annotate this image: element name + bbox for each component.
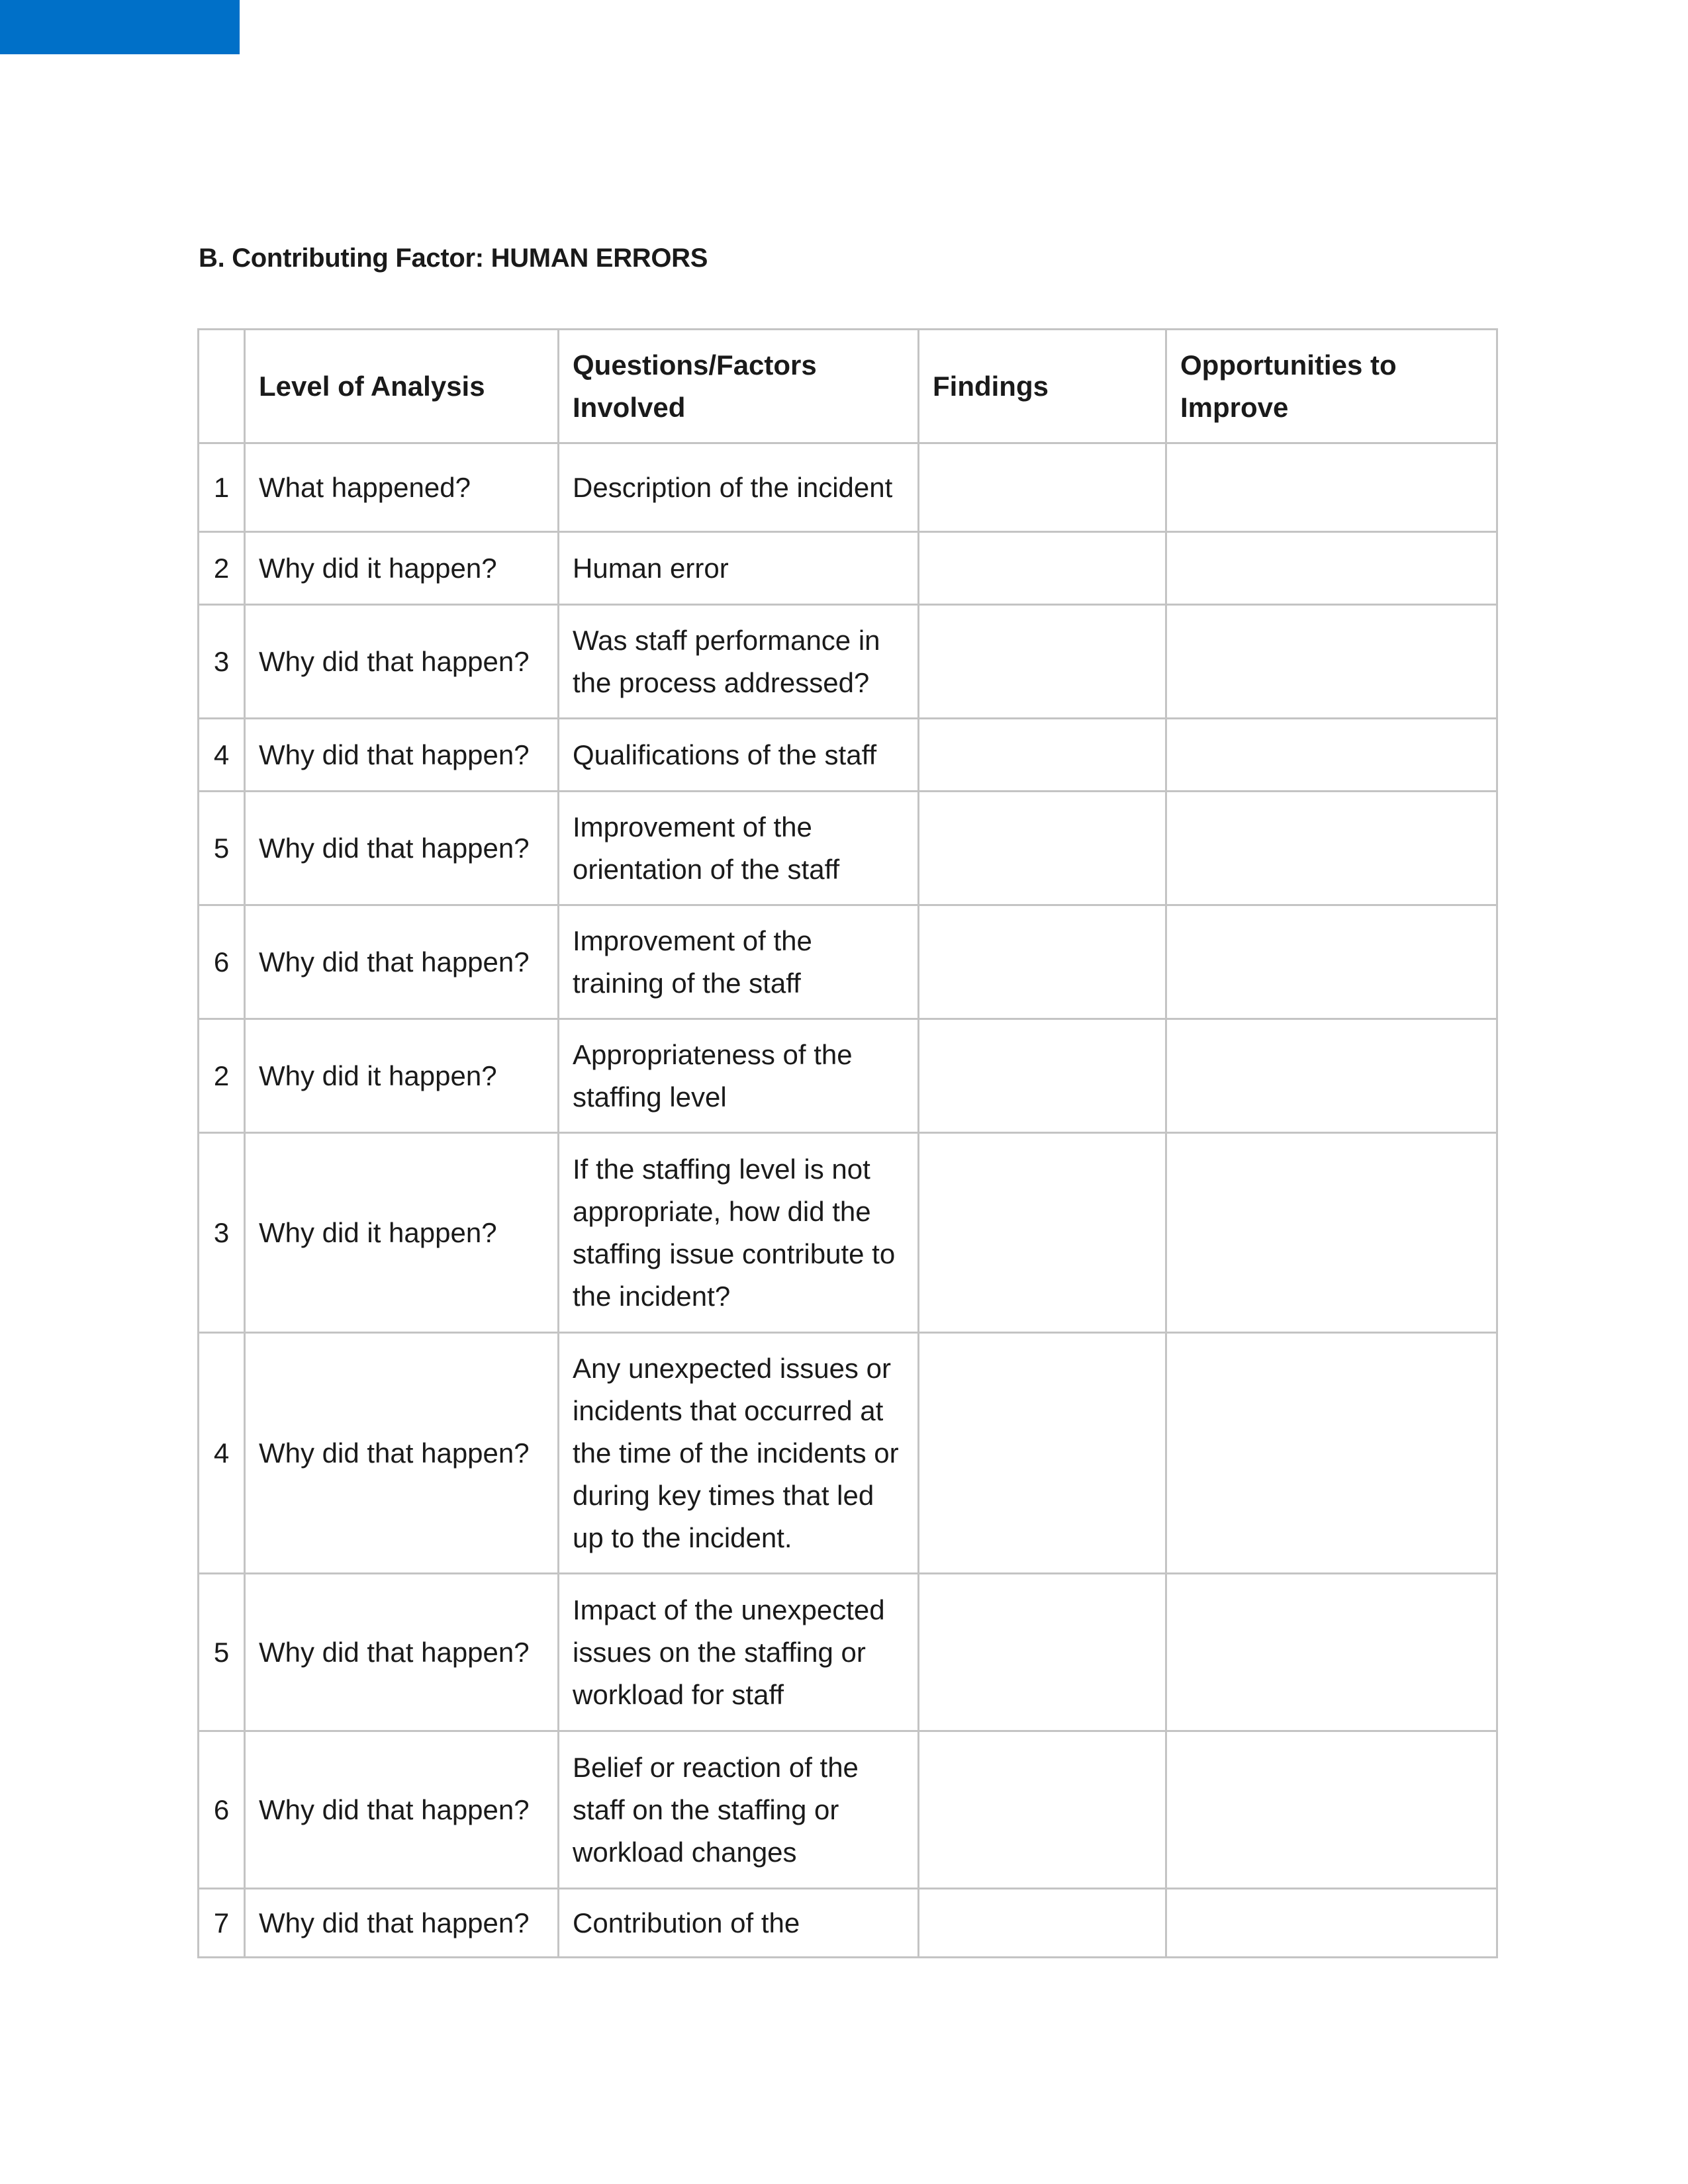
table-row (199, 1889, 1497, 1958)
row-number: 5 (199, 1574, 245, 1731)
row-question: Contribution of the (559, 1889, 919, 1958)
header-level-of-analysis: Level of Analysis (245, 330, 559, 443)
row-findings-cell[interactable] (919, 1889, 1166, 1958)
table-row (199, 1574, 1497, 1731)
table-row (199, 1019, 1497, 1133)
row-level: Why did that happen? (245, 792, 559, 905)
row-findings-cell[interactable] (919, 605, 1166, 719)
row-number: 6 (199, 905, 245, 1019)
header-findings: Findings (919, 330, 1166, 443)
row-number: 3 (199, 605, 245, 719)
row-opportunities-cell[interactable] (1166, 1889, 1497, 1958)
row-findings-cell[interactable] (919, 1574, 1166, 1731)
row-findings-cell[interactable] (919, 905, 1166, 1019)
row-opportunities-cell[interactable] (1166, 719, 1497, 792)
table-row (199, 1133, 1497, 1333)
row-level: Why did it happen? (245, 1133, 559, 1333)
row-opportunities-cell[interactable] (1166, 1333, 1497, 1574)
row-number: 4 (199, 1333, 245, 1574)
row-question: If the staffing level is not appropriate, how did the staffing issue contribute to the incident? (559, 1133, 919, 1333)
row-question: Impact of the unexpected issues on the staffing or workload for staff (559, 1574, 919, 1731)
row-question: Any unexpected issues or incidents that occurred at the time of the incidents or during key times that led up to the incident. (559, 1333, 919, 1574)
analysis-table (197, 328, 1498, 1958)
row-question: Human error (559, 532, 919, 605)
row-opportunities-cell[interactable] (1166, 1731, 1497, 1889)
row-number: 7 (199, 1889, 245, 1958)
row-number: 6 (199, 1731, 245, 1889)
row-opportunities-cell[interactable] (1166, 532, 1497, 605)
row-opportunities-cell[interactable] (1166, 443, 1497, 532)
row-opportunities-cell[interactable] (1166, 1574, 1497, 1731)
row-findings-cell[interactable] (919, 1333, 1166, 1574)
row-level: Why did that happen? (245, 1889, 559, 1958)
row-number: 4 (199, 719, 245, 792)
row-number: 3 (199, 1133, 245, 1333)
row-findings-cell[interactable] (919, 443, 1166, 532)
row-opportunities-cell[interactable] (1166, 792, 1497, 905)
row-number: 2 (199, 532, 245, 605)
row-findings-cell[interactable] (919, 1133, 1166, 1333)
row-level: Why did that happen? (245, 719, 559, 792)
row-question: Improvement of the orientation of the staff (559, 792, 919, 905)
table-row (199, 905, 1497, 1019)
row-level: Why did that happen? (245, 1731, 559, 1889)
table-row (199, 443, 1497, 532)
row-level: Why did that happen? (245, 1574, 559, 1731)
table-row (199, 605, 1497, 719)
row-opportunities-cell[interactable] (1166, 905, 1497, 1019)
row-findings-cell[interactable] (919, 1731, 1166, 1889)
row-question: Belief or reaction of the staff on the staffing or workload changes (559, 1731, 919, 1889)
row-findings-cell[interactable] (919, 792, 1166, 905)
table-row (199, 532, 1497, 605)
row-level: Why did that happen? (245, 605, 559, 719)
row-opportunities-cell[interactable] (1166, 1133, 1497, 1333)
row-question: Improvement of the training of the staff (559, 905, 919, 1019)
row-level: Why did that happen? (245, 1333, 559, 1574)
row-findings-cell[interactable] (919, 719, 1166, 792)
header-opportunities: Opportunities to Improve (1166, 330, 1497, 443)
row-question: Description of the incident (559, 443, 919, 532)
table-row (199, 792, 1497, 905)
header-accent-bar (0, 0, 240, 54)
table-row (199, 719, 1497, 792)
table-row (199, 1731, 1497, 1889)
section-title: B. Contributing Factor: HUMAN ERRORS (199, 244, 708, 273)
row-level: Why did it happen? (245, 532, 559, 605)
row-level: Why did that happen? (245, 905, 559, 1019)
header-number (199, 330, 245, 443)
table-row (199, 1333, 1497, 1574)
row-question: Appropriateness of the staffing level (559, 1019, 919, 1133)
row-number: 1 (199, 443, 245, 532)
row-level: What happened? (245, 443, 559, 532)
row-findings-cell[interactable] (919, 1019, 1166, 1133)
row-question: Was staff performance in the process addressed? (559, 605, 919, 719)
row-findings-cell[interactable] (919, 532, 1166, 605)
row-question: Qualifications of the staff (559, 719, 919, 792)
table-header-row (199, 330, 1497, 443)
row-number: 5 (199, 792, 245, 905)
row-opportunities-cell[interactable] (1166, 605, 1497, 719)
header-questions-factors: Questions/Factors Involved (559, 330, 919, 443)
row-level: Why did it happen? (245, 1019, 559, 1133)
row-number: 2 (199, 1019, 245, 1133)
row-opportunities-cell[interactable] (1166, 1019, 1497, 1133)
